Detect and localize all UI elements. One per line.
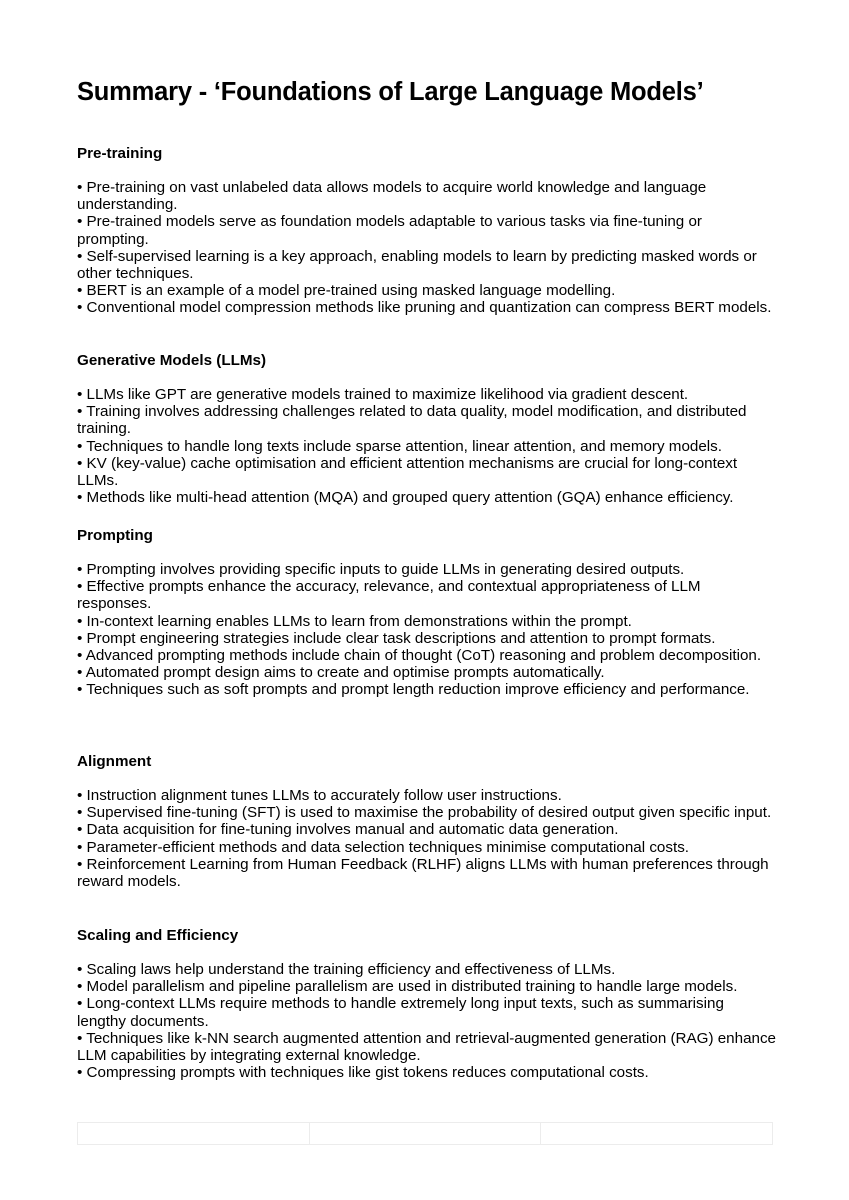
list-item: • Supervised fine-tuning (SFT) is used to maximise the probability of desired output given specific input. xyxy=(77,804,772,822)
list-item: • Long-context LLMs require methods to handle extremely long input texts, such as summarising lengthy documents. xyxy=(77,995,724,1030)
list-item: • Advanced prompting methods include chain of thought (CoT) reasoning and problem decomposition. xyxy=(77,647,762,665)
section-heading: Alignment xyxy=(77,753,152,770)
list-item: • Techniques such as soft prompts and prompt length reduction improve efficiency and performance. xyxy=(77,681,750,699)
list-item: • Reinforcement Learning from Human Feedback (RLHF) aligns LLMs with human preferences through reward models. xyxy=(77,855,769,891)
bullet-list xyxy=(77,561,777,699)
footer-cell xyxy=(78,1123,310,1144)
bullet-list xyxy=(77,386,777,506)
section-heading: Prompting xyxy=(77,527,153,544)
list-item: • Pre-training on vast unlabeled data allows models to acquire world knowledge and language understanding. xyxy=(77,179,707,214)
list-item: • Parameter-efficient methods and data selection techniques minimise computational costs. xyxy=(77,838,690,856)
list-item: • Pre-trained models serve as foundation models adaptable to various tasks via fine-tuning or prompting. xyxy=(77,213,702,248)
list-item: • Instruction alignment tunes LLMs to accurately follow user instructions. xyxy=(77,787,562,804)
footer-cell xyxy=(541,1123,772,1144)
list-item: • Compressing prompts with techniques like gist tokens reduces computational costs. xyxy=(77,1064,649,1082)
list-item: • Techniques like k-NN search augmented attention and retrieval-augmented generation (RAG) enhance LLM capabilities by integrating external knowledge. xyxy=(77,1029,777,1065)
section-scaling-efficiency xyxy=(77,927,777,1081)
list-item: • Training involves addressing challenges related to data quality, model modification, and distributed training. xyxy=(77,403,747,438)
document-title: Summary - ‘Foundations of Large Language Models’ xyxy=(77,78,704,106)
section-heading: Scaling and Efficiency xyxy=(77,927,239,944)
list-item: • Prompt engineering strategies include clear task descriptions and attention to prompt formats. xyxy=(77,629,716,647)
bullet-list xyxy=(77,179,777,317)
section-heading: Pre-training xyxy=(77,145,163,162)
list-item: • KV (key-value) cache optimisation and efficient attention mechanisms are crucial for long-context LLMs. xyxy=(77,454,738,490)
list-item: • Model parallelism and pipeline parallelism are used in distributed training to handle large models. xyxy=(77,978,738,996)
footer-cell xyxy=(310,1123,542,1144)
section-generative-models xyxy=(77,352,777,506)
list-item: • Self-supervised learning is a key approach, enabling models to learn by predicting masked words or other techniques. xyxy=(77,247,757,283)
list-item: • Conventional model compression methods like pruning and quantization can compress BERT models. xyxy=(77,299,772,317)
section-prompting xyxy=(77,527,777,699)
list-item: • Scaling laws help understand the training efficiency and effectiveness of LLMs. xyxy=(77,961,616,978)
section-alignment xyxy=(77,753,777,890)
list-item: • Effective prompts enhance the accuracy, relevance, and contextual appropriateness of LLM responses. xyxy=(77,578,701,613)
list-item: • In-context learning enables LLMs to learn from demonstrations within the prompt. xyxy=(77,612,632,630)
list-item: • LLMs like GPT are generative models trained to maximize likelihood via gradient descent. xyxy=(77,386,689,403)
list-item: • Automated prompt design aims to create and optimise prompts automatically. xyxy=(77,664,605,682)
bullet-list xyxy=(77,787,777,890)
list-item: • Data acquisition for fine-tuning involves manual and automatic data generation. xyxy=(77,821,619,839)
footer-table xyxy=(77,1122,773,1145)
section-heading: Generative Models (LLMs) xyxy=(77,352,267,369)
list-item: • BERT is an example of a model pre-trained using masked language modelling. xyxy=(77,282,616,300)
section-pre-training xyxy=(77,145,777,317)
list-item: • Techniques to handle long texts include sparse attention, linear attention, and memory models. xyxy=(77,437,722,455)
list-item: • Methods like multi-head attention (MQA) and grouped query attention (GQA) enhance efficiency. xyxy=(77,489,734,507)
list-item: • Prompting involves providing specific inputs to guide LLMs in generating desired outputs. xyxy=(77,561,685,578)
bullet-list xyxy=(77,961,777,1081)
